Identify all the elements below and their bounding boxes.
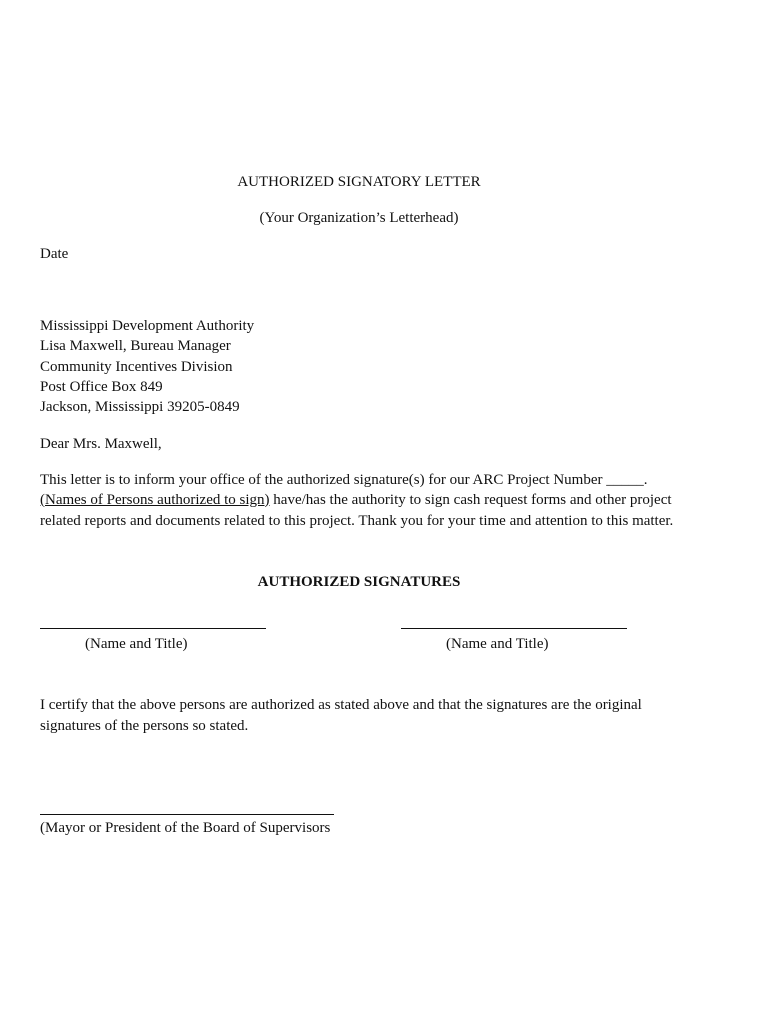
certify-line-2: signatures of the persons so stated. (40, 718, 249, 734)
letter-title: AUTHORIZED SIGNATORY LETTER (237, 174, 481, 190)
certify-line-1: I certify that the above persons are authorized as stated above and that the signatures are the original (40, 697, 642, 713)
body-line-2-rest: have/has the authority to sign cash request forms and other project (269, 492, 672, 508)
signature-left-caption: (Name and Title) (85, 636, 188, 652)
body-line-1: This letter is to inform your office of the authorized signature(s) for our ARC Project Number _____. (40, 472, 648, 488)
recipient-line-1: Mississippi Development Authority (40, 318, 255, 334)
date-field: Date (40, 246, 69, 262)
recipient-line-4: Post Office Box 849 (40, 379, 163, 395)
letterhead-placeholder: (Your Organization’s Letterhead) (259, 210, 459, 226)
body-line-2 (40, 490, 672, 510)
signatures-heading: AUTHORIZED SIGNATURES (257, 574, 461, 590)
body-line-3: related reports and documents related to this project. Thank you for your time and attention to this matter. (40, 513, 674, 529)
signature-right-caption: (Name and Title) (446, 636, 549, 652)
signature-line-left (40, 628, 266, 629)
signature-line-right (401, 628, 627, 629)
mayor-signature-line (40, 814, 334, 815)
recipient-line-5: Jackson, Mississippi 39205-0849 (40, 399, 240, 415)
mayor-caption: (Mayor or President of the Board of Supervisors (40, 820, 331, 836)
salutation: Dear Mrs. Maxwell, (40, 436, 162, 452)
recipient-line-2: Lisa Maxwell, Bureau Manager (40, 338, 231, 354)
recipient-line-3: Community Incentives Division (40, 359, 233, 375)
authorized-names-placeholder: (Names of Persons authorized to sign) (40, 492, 270, 508)
